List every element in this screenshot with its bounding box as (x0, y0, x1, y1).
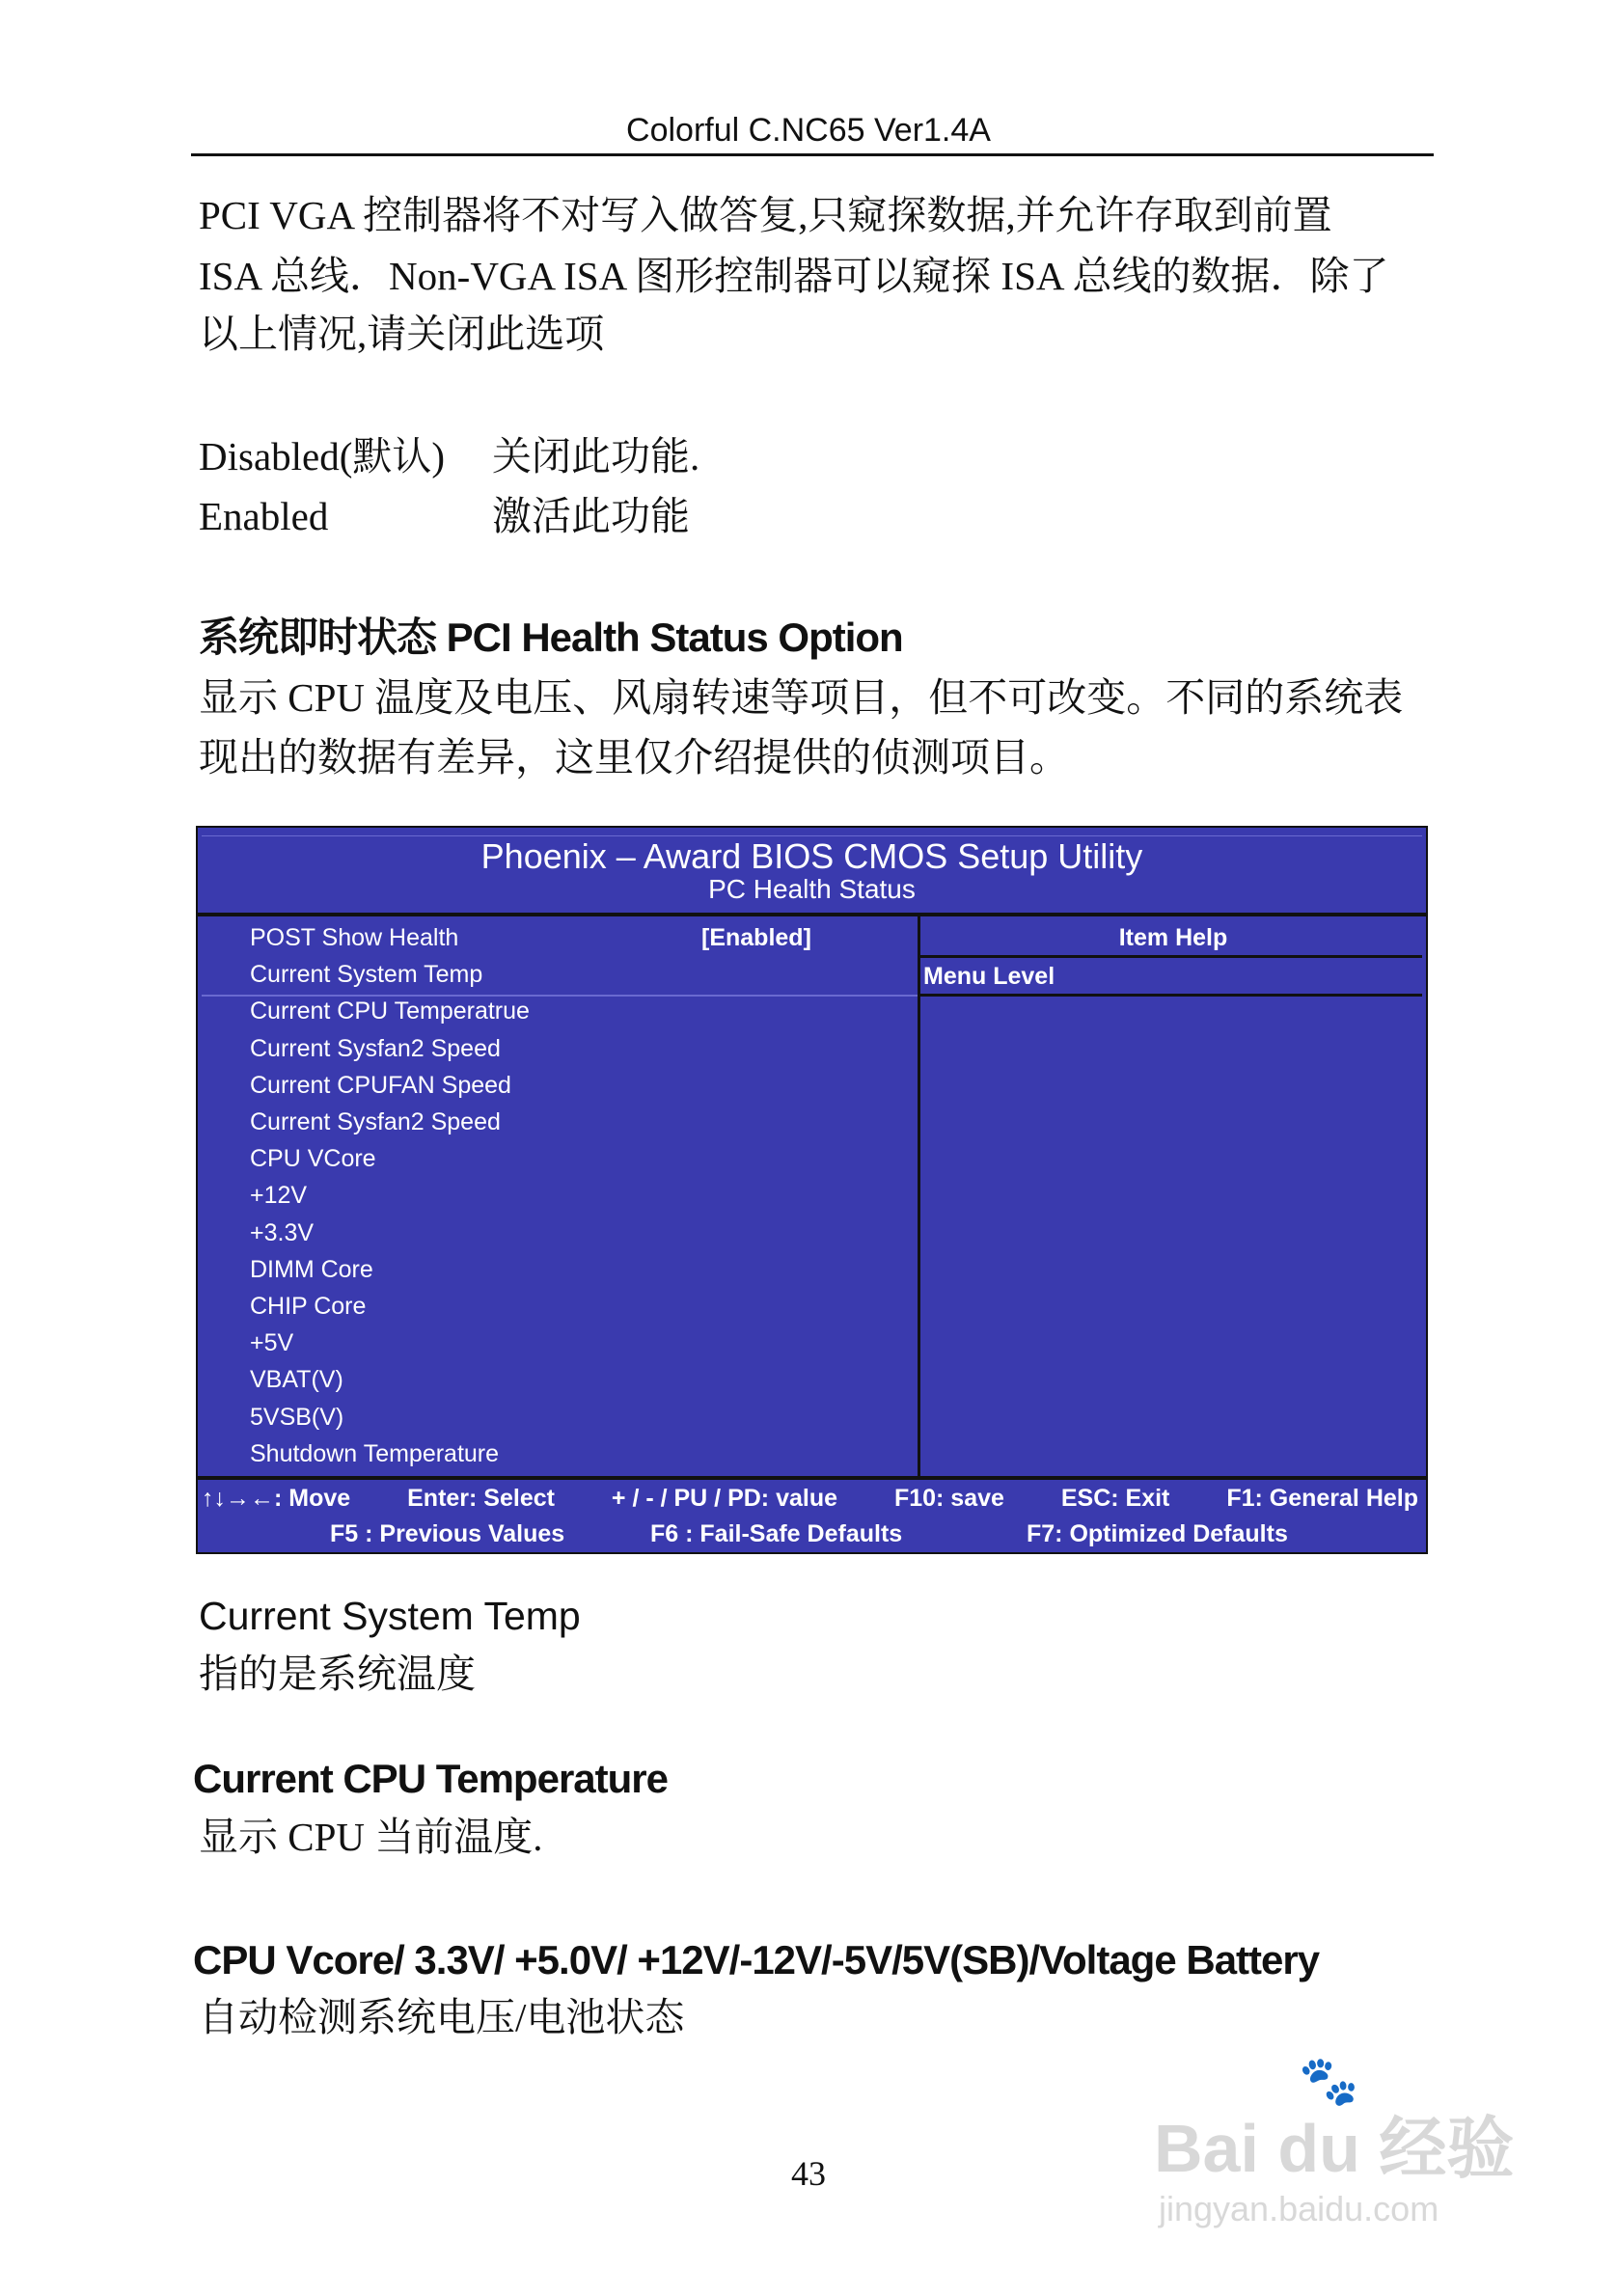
bios-item[interactable]: Current System Temp (250, 961, 483, 989)
bios-item[interactable]: +3.3V (250, 1218, 315, 1246)
section-line: 显示 CPU 温度及电压、风扇转速等项目，但不可改变。不同的系统表 (199, 675, 1404, 720)
divider (920, 994, 1422, 997)
bios-item[interactable]: CHIP Core (250, 1293, 367, 1320)
bios-screenshot (196, 826, 1428, 1554)
watermark-brand: Bai du 经验 (1154, 2111, 1515, 2186)
bios-item[interactable]: Current CPUFAN Speed (250, 1071, 511, 1099)
desc-heading: Current System Temp (199, 1594, 581, 1638)
baidu-watermark (1154, 2055, 1578, 2228)
desc-heading: Current CPU Temperature (193, 1756, 668, 1801)
desc-heading: CPU Vcore/ 3.3V/ +5.0V/ +12V/-12V/-5V/5V(SB)/Voltage Battery (193, 1937, 1320, 1982)
intro-line: PCI VGA 控制器将不对写入做答复,只窥探数据,并允许存取到前置 (199, 193, 1332, 237)
bios-item[interactable]: VBAT(V) (250, 1366, 343, 1394)
divider (920, 955, 1422, 958)
divider (202, 995, 918, 997)
intro-line: 以上情况,请关闭此选项 (199, 312, 605, 356)
footer-f5: F5 : Previous Values (330, 1520, 565, 1547)
bios-item[interactable]: DIMM Core (250, 1255, 373, 1283)
item-help-label: Item Help (1118, 924, 1228, 951)
paw-logo-icon: 🐾 (1299, 2054, 1359, 2108)
bios-item[interactable]: Current Sysfan2 Speed (250, 1108, 501, 1135)
section-heading: 系统即时状态 PCI Health Status Option (199, 615, 903, 660)
page-number: 43 (791, 2154, 826, 2193)
bios-subtitle: PC Health Status (708, 874, 916, 904)
bios-item[interactable]: +12V (250, 1182, 308, 1210)
divider (918, 916, 920, 1478)
option-name: Disabled(默认) (199, 434, 446, 478)
running-header: Colorful C.NC65 Ver1.4A (626, 112, 991, 149)
footer-value: + / - / PU / PD: value (611, 1485, 838, 1512)
footer-row (202, 1487, 1418, 1511)
menu-level-label: Menu Level (923, 963, 1055, 990)
footer-exit: ESC: Exit (1060, 1485, 1170, 1512)
section-line: 现出的数据有差异，这里仅介绍提供的侦测项目。 (199, 735, 1069, 779)
footer-move: ↑↓→←: Move (202, 1485, 351, 1512)
option-desc: 激活此功能 (492, 494, 690, 538)
bios-item[interactable]: Current Sysfan2 Speed (250, 1034, 501, 1062)
bios-item[interactable]: POST Show Health (250, 924, 459, 951)
bios-item[interactable]: +5V (250, 1329, 294, 1357)
footer-f6: F6 : Fail-Safe Defaults (650, 1520, 903, 1547)
bios-item[interactable]: Current CPU Temperatrue (250, 998, 530, 1025)
post-show-health-value[interactable]: [Enabled] (701, 924, 811, 951)
bios-item[interactable]: Shutdown Temperature (250, 1439, 500, 1467)
bios-title: Phoenix – Award BIOS CMOS Setup Utility (480, 836, 1143, 876)
option-name: Enabled (199, 494, 329, 538)
intro-line: ISA 总线．Non-VGA ISA 图形控制器可以窥探 ISA 总线的数据．除了 (199, 254, 1389, 298)
footer-enter: Enter: Select (407, 1485, 555, 1512)
desc-text: 自动检测系统电压/电池状态 (199, 1995, 685, 2039)
bios-item[interactable]: CPU VCore (250, 1145, 376, 1173)
divider (198, 913, 1426, 916)
divider (198, 1476, 1426, 1480)
footer-f7: F7: Optimized Defaults (1027, 1520, 1288, 1547)
option-desc: 关闭此功能. (492, 434, 700, 478)
header-rule (191, 153, 1434, 156)
watermark-url: jingyan.baidu.com (1159, 2189, 1439, 2228)
desc-text: 指的是系统温度 (199, 1652, 476, 1696)
footer-save: F10: save (893, 1485, 1004, 1512)
bios-item[interactable]: 5VSB(V) (250, 1403, 344, 1431)
desc-text: 显示 CPU 当前温度. (199, 1815, 543, 1859)
footer-help: F1: General Help (1226, 1485, 1418, 1512)
